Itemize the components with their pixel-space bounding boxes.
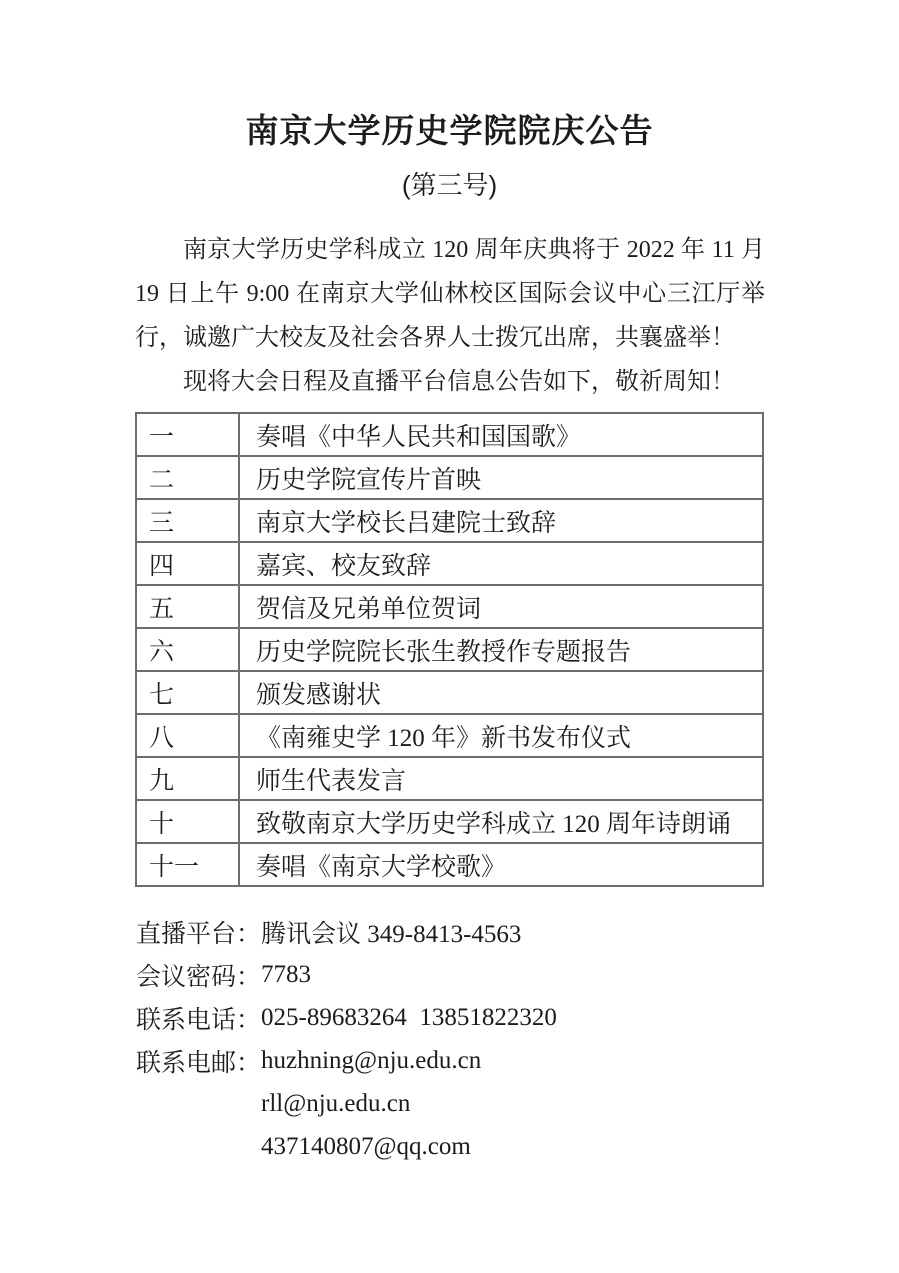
contact-phone-label: 联系电话： [136, 1006, 262, 1034]
live-platform-value: 腾讯会议 349-8413-4563 [261, 920, 522, 948]
contact-email-label: 联系电邮： [136, 1049, 262, 1077]
contact-email-value: huzhning@nju.edu.cn [261, 1046, 482, 1074]
agenda-number: 九 [136, 757, 239, 800]
agenda-number: 一 [136, 413, 239, 456]
table-row [136, 542, 763, 585]
contact-email-line-2 [136, 1082, 836, 1125]
agenda-number: 三 [136, 499, 239, 542]
contact-email-line-3 [136, 1125, 836, 1168]
contact-info-section [136, 910, 836, 1168]
table-row [136, 628, 763, 671]
agenda-number: 十 [136, 800, 239, 843]
contact-phone-line [136, 996, 836, 1039]
agenda-item: 奏唱《中华人民共和国国歌》 [239, 413, 763, 456]
agenda-item: 贺信及兄弟单位贺词 [239, 585, 763, 628]
agenda-table [135, 412, 764, 887]
agenda-item: 历史学院宣传片首映 [239, 456, 763, 499]
table-row [136, 757, 763, 800]
agenda-item: 奏唱《南京大学校歌》 [239, 843, 763, 886]
contact-phone-value: 025-89683264 13851822320 [261, 1003, 557, 1031]
table-row [136, 413, 763, 456]
meeting-password-label: 会议密码： [136, 963, 262, 991]
table-row [136, 671, 763, 714]
intro-section [135, 228, 765, 404]
agenda-number: 八 [136, 714, 239, 757]
agenda-item: 嘉宾、校友致辞 [239, 542, 763, 585]
contact-email-line [136, 1039, 836, 1082]
agenda-number: 六 [136, 628, 239, 671]
contact-email-value-2: rll@nju.edu.cn [261, 1089, 411, 1117]
table-row [136, 585, 763, 628]
agenda-number: 十一 [136, 843, 239, 886]
agenda-item: 南京大学校长吕建院士致辞 [239, 499, 763, 542]
intro-paragraph-2: 现将大会日程及直播平台信息公告如下，敬祈周知！ [183, 369, 735, 395]
agenda-table-body [136, 413, 763, 886]
agenda-number: 七 [136, 671, 239, 714]
page-title: 南京大学历史学院院庆公告 [245, 112, 654, 149]
page-subtitle: (第三号) [401, 170, 498, 200]
agenda-item: 师生代表发言 [239, 757, 763, 800]
agenda-number: 四 [136, 542, 239, 585]
table-row [136, 499, 763, 542]
agenda-number: 二 [136, 456, 239, 499]
agenda-item: 致敬南京大学历史学科成立 120 周年诗朗诵 [239, 800, 763, 843]
table-row [136, 714, 763, 757]
table-row [136, 800, 763, 843]
table-row [136, 843, 763, 886]
agenda-item: 《南雍史学 120 年》新书发布仪式 [239, 714, 763, 757]
intro-paragraph-1: 南京大学历史学科成立 120 周年庆典将于 2022 年 11 月 19 日上午 9:00 在南京大学仙林校区国际会议中心三江厅举行，诚邀广大校友及社会各界人士拨冗出席，共襄盛举！ [135, 237, 765, 351]
agenda-item: 历史学院院长张生教授作专题报告 [239, 628, 763, 671]
live-platform-label: 直播平台： [136, 920, 262, 948]
meeting-password-value: 7783 [261, 960, 311, 988]
contact-email-value-3: 437140807@qq.com [261, 1132, 471, 1160]
table-row [136, 456, 763, 499]
agenda-number: 五 [136, 585, 239, 628]
agenda-item: 颁发感谢状 [239, 671, 763, 714]
live-platform-line [136, 910, 836, 953]
meeting-password-line [136, 953, 836, 996]
